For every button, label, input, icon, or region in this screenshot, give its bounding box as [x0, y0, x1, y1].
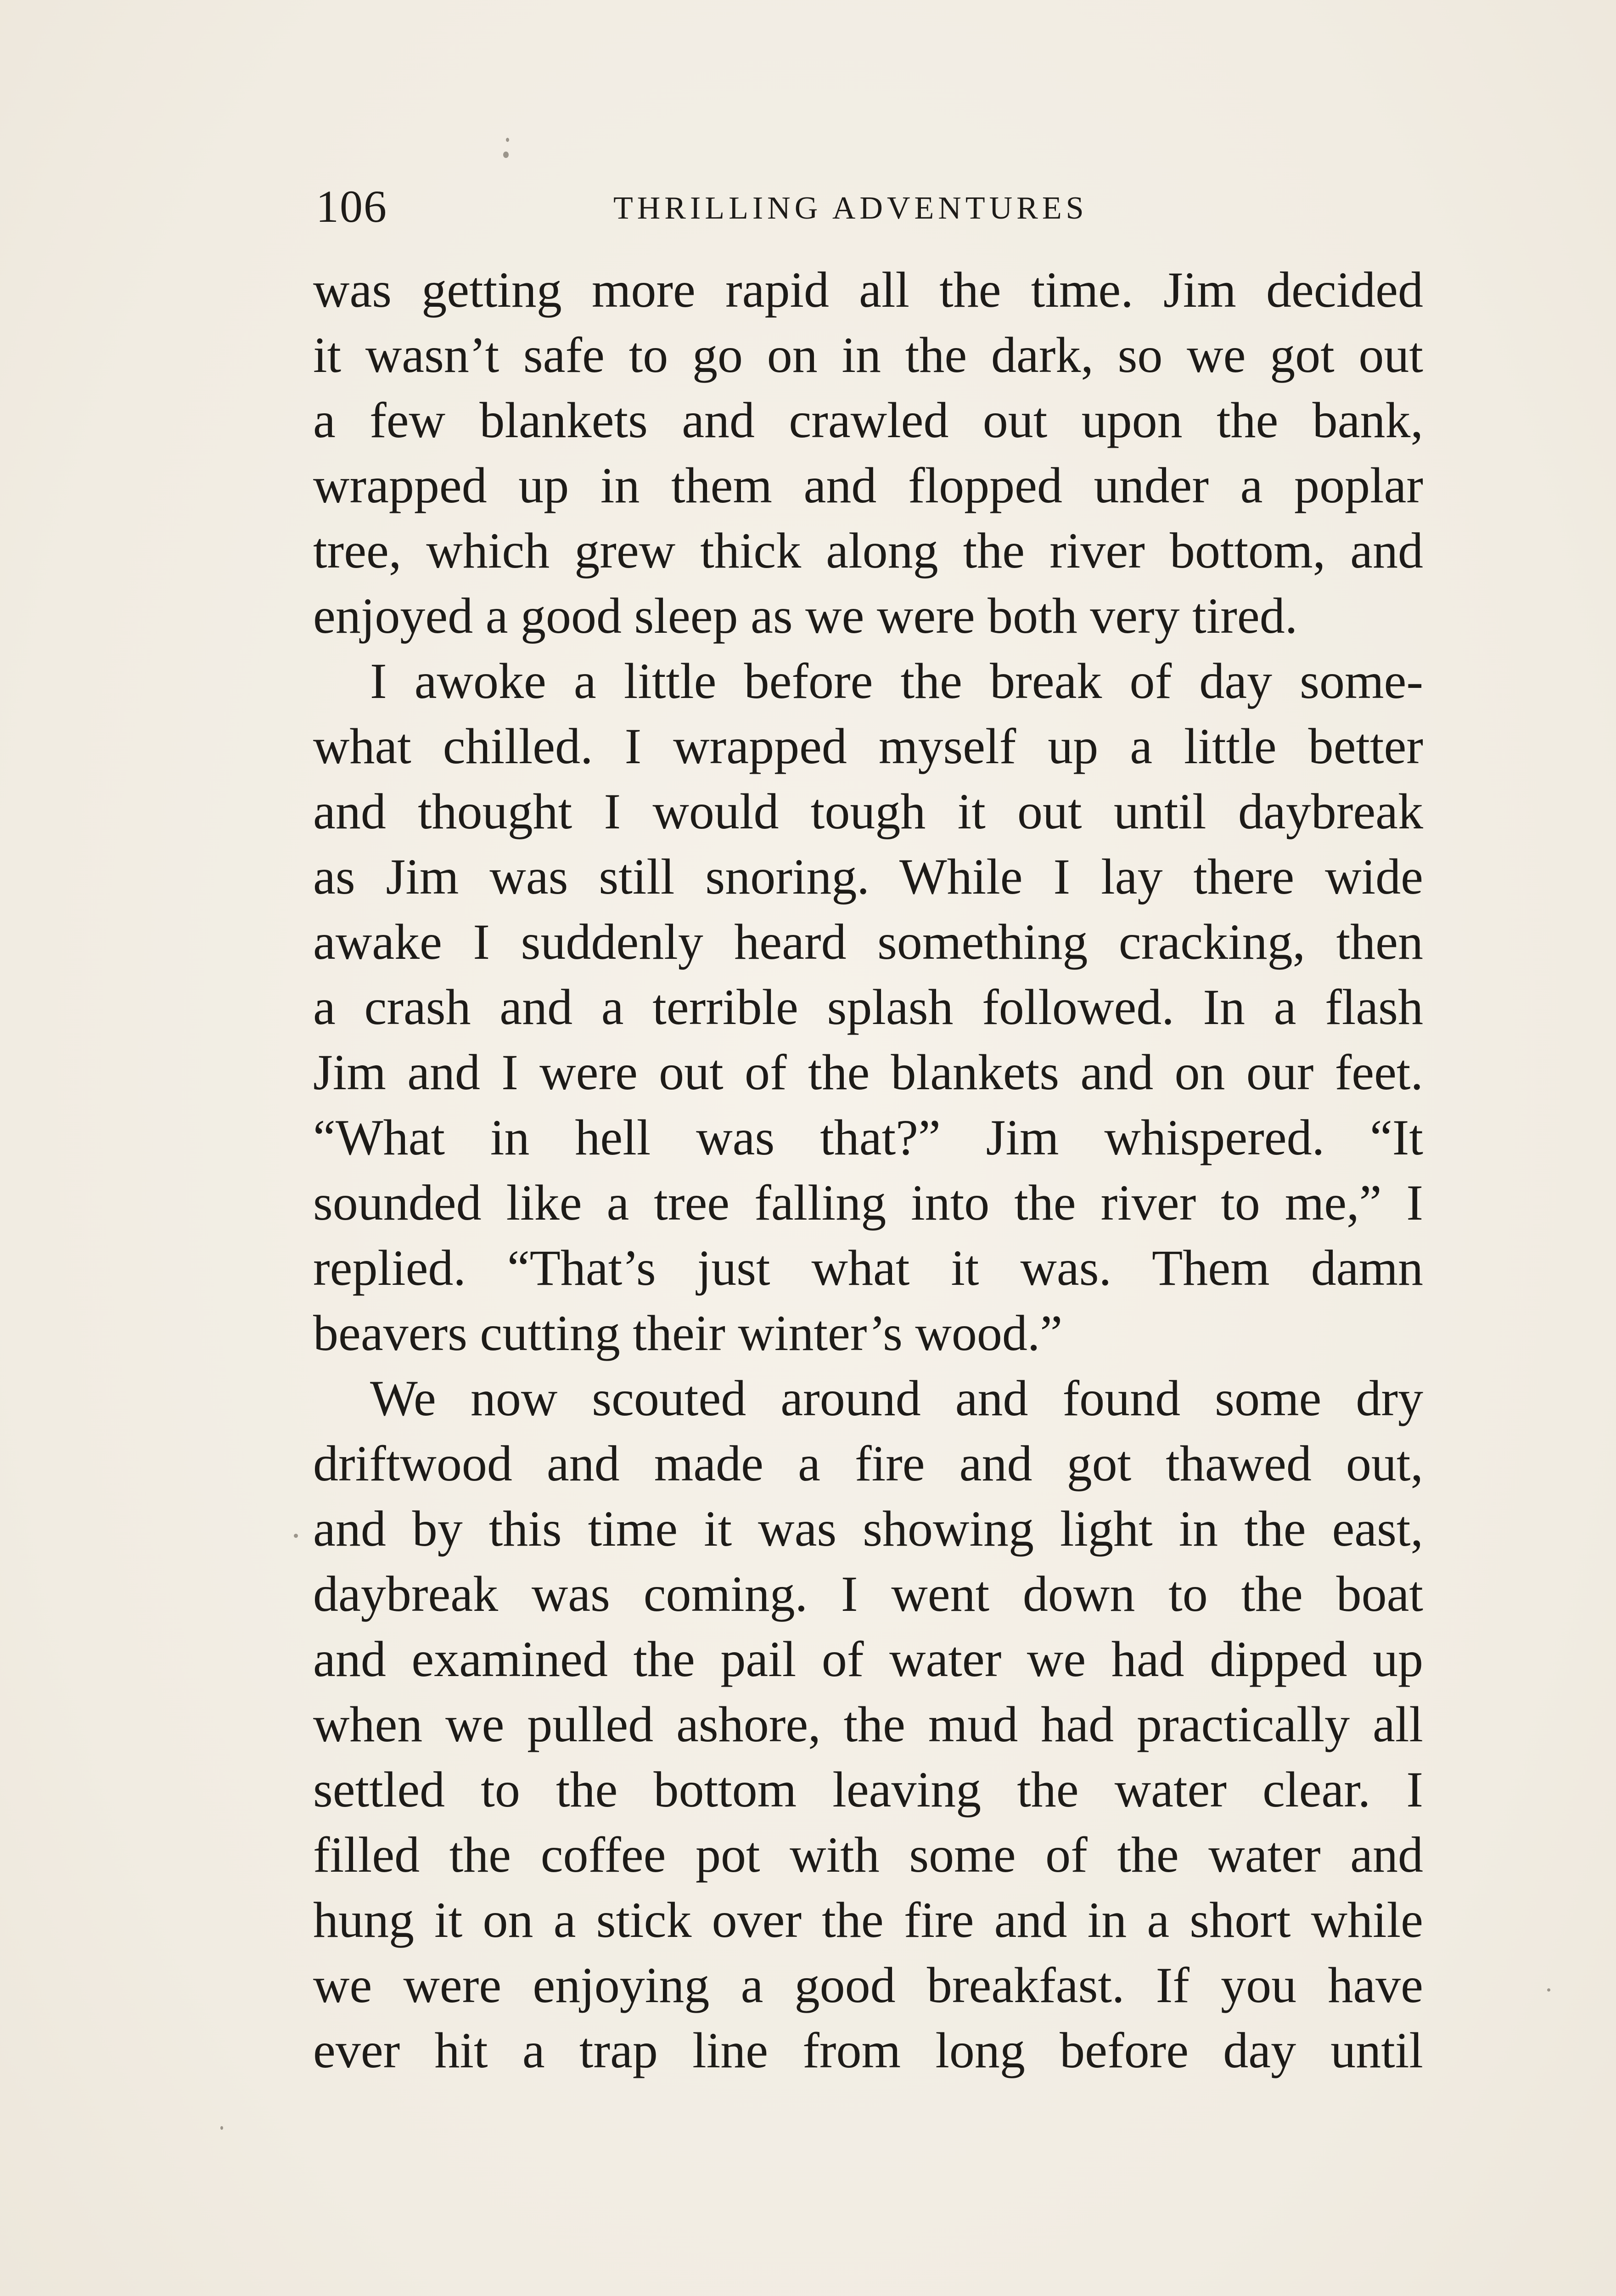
- text-line: was getting more rapid all the time. Jim decided: [313, 262, 1423, 318]
- text-line: and thought I would tough it out until daybreak: [313, 783, 1423, 839]
- text-line: awake I suddenly heard something cracking, then: [313, 914, 1423, 970]
- body-text: [313, 257, 1423, 2083]
- text-line: a few blankets and crawled out upon the bank,: [313, 392, 1423, 448]
- text-line: We now scouted around and found some dry: [370, 1370, 1423, 1426]
- paper-speck: [506, 138, 509, 142]
- text-line: driftwood and made a fire and got thawed out,: [313, 1435, 1423, 1491]
- text-line: it wasn’t safe to go on in the dark, so we got out: [313, 327, 1423, 383]
- text-line: and by this time it was showing light in the east,: [313, 1501, 1423, 1557]
- text-line: tree, which grew thick along the river bottom, and: [313, 523, 1423, 579]
- text-line: wrapped up in them and flopped under a poplar: [313, 457, 1423, 513]
- page-number: 106: [316, 181, 387, 232]
- text-line: we were enjoying a good breakfast. If you have: [313, 1957, 1423, 2013]
- text-line: hung it on a stick over the fire and in a short while: [313, 1892, 1423, 1948]
- paper-speck: [503, 152, 509, 158]
- text-line: settled to the bottom leaving the water clear. I: [313, 1761, 1423, 1818]
- text-line: and examined the pail of water we had dipped up: [313, 1631, 1423, 1687]
- running-head: THRILLING ADVENTURES: [613, 191, 1088, 226]
- text-line: Jim and I were out of the blankets and on our feet.: [313, 1044, 1423, 1100]
- text-line: sounded like a tree falling into the river to me,” I: [313, 1175, 1423, 1231]
- text-line: what chilled. I wrapped myself up a little better: [313, 718, 1423, 774]
- text-line: as Jim was still snoring. While I lay there wide: [313, 849, 1423, 905]
- text-line: replied. “That’s just what it was. Them damn: [313, 1240, 1423, 1296]
- text-line: when we pulled ashore, the mud had practically all: [313, 1696, 1423, 1752]
- text-line: a crash and a terrible splash followed. In a flash: [313, 979, 1423, 1035]
- text-line: ever hit a trap line from long before day until: [313, 2022, 1423, 2078]
- text-line: enjoyed a good sleep as we were both very tired.: [313, 588, 1298, 644]
- paper-speck: [1547, 1988, 1550, 1992]
- text-line: daybreak was coming. I went down to the boat: [313, 1566, 1423, 1622]
- text-line: I awoke a little before the break of day some-: [370, 653, 1423, 709]
- text-line: “What in hell was that?” Jim whispered. “It: [313, 1109, 1423, 1165]
- text-line: filled the coffee pot with some of the water and: [313, 1827, 1423, 1883]
- paper-speck: [294, 1534, 298, 1538]
- text-line: beavers cutting their winter’s wood.”: [313, 1305, 1063, 1361]
- paper-speck: [220, 2126, 223, 2130]
- page-header: [316, 174, 1427, 239]
